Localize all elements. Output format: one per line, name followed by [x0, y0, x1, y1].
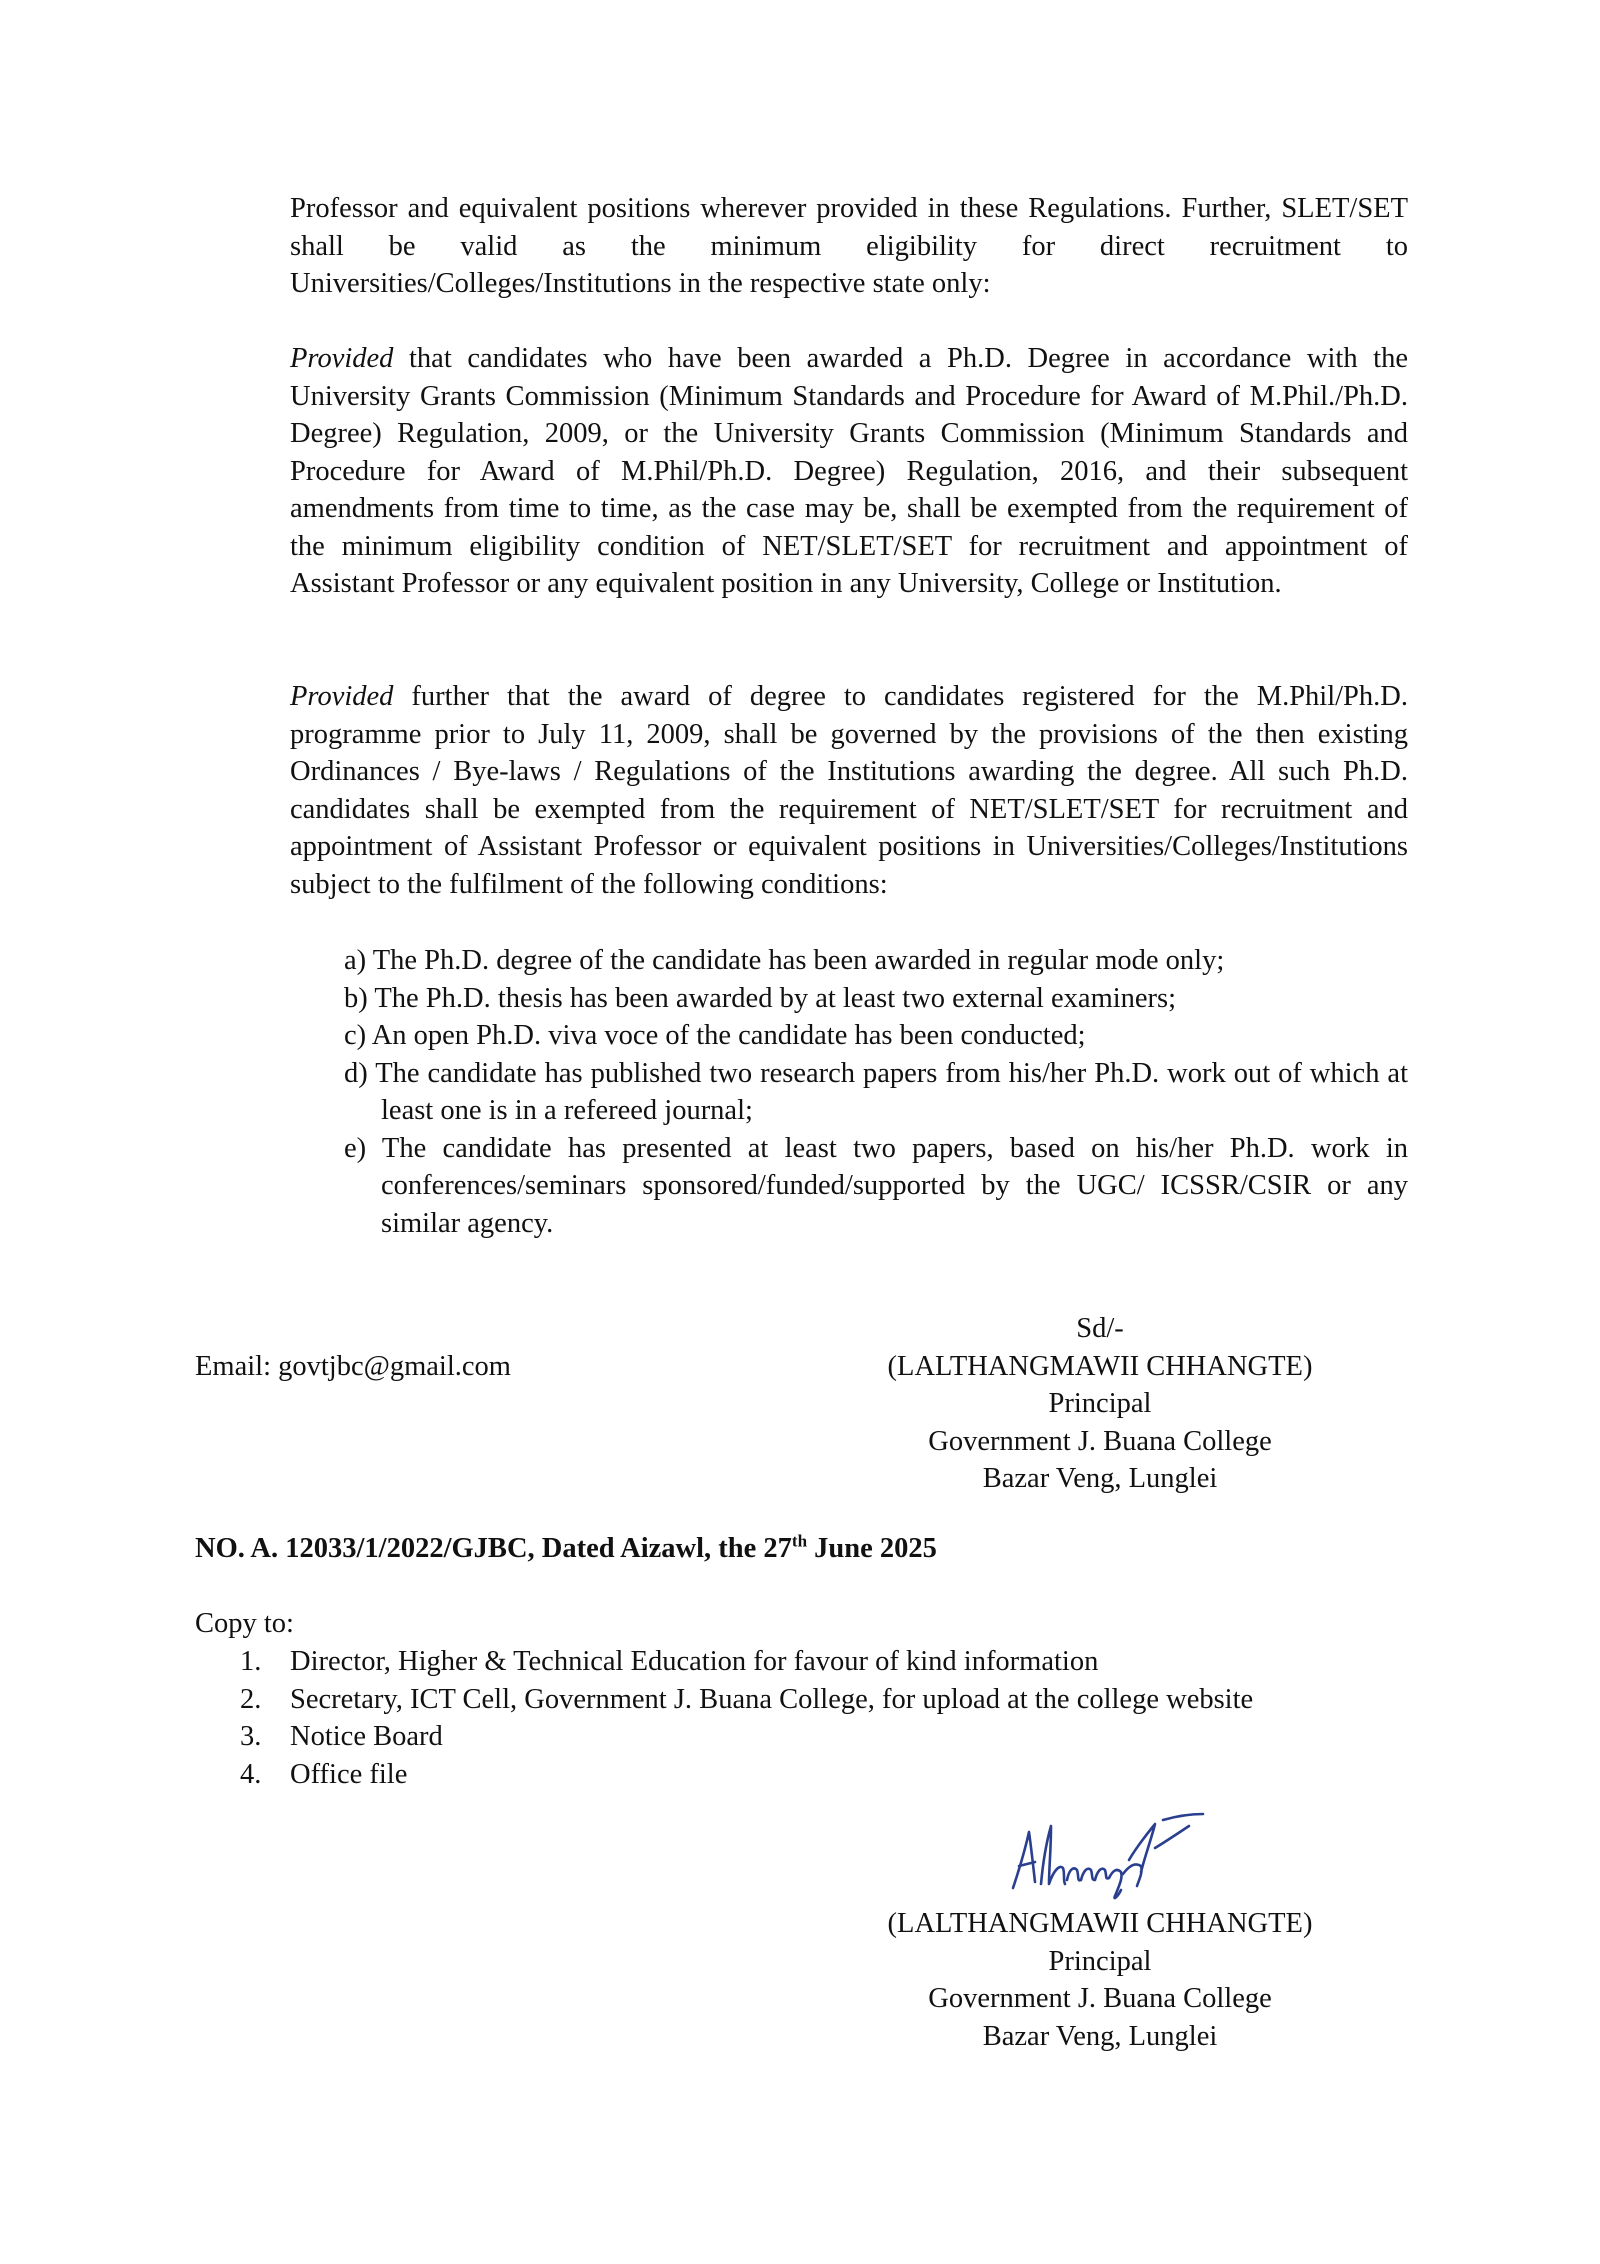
- condition-item: a) The Ph.D. degree of the candidate has been awarded in regular mode only;: [344, 945, 1225, 976]
- proviso-2-lead: Provided: [290, 681, 394, 712]
- signature-ink: [1013, 1814, 1203, 1898]
- signatory-institution: Government J. Buana College: [928, 1425, 1272, 1457]
- signatory-address: Bazar Veng, Lunglei: [982, 2020, 1218, 2052]
- reference-ordinal: th: [791, 1531, 808, 1551]
- paragraph-proviso-2: [290, 678, 1408, 903]
- signatory-institution: Government J. Buana College: [928, 1983, 1272, 2014]
- signatory-address: Bazar Veng, Lunglei: [982, 1463, 1218, 1494]
- copy-to-text: Office file: [290, 1758, 408, 1790]
- condition-item: b) The Ph.D. thesis has been awarded by at least two external examiners;: [344, 982, 1177, 1014]
- copy-to-number: 4.: [240, 1758, 262, 1790]
- copy-to-text: Notice Board: [290, 1721, 443, 1752]
- copy-to-label: Copy to:: [195, 1608, 294, 1639]
- signatory-name: (LALTHANGMAWII CHHANGTE): [887, 1908, 1313, 1939]
- condition-item: d) The candidate has published two research papers from his/her Ph.D. work out of which at least one is in a refereed journal;: [344, 1057, 1408, 1126]
- proviso-1-text: that candidates who have been awarded a Ph.D. Degree in accordance with the University Grants Commission (Minimum Standards and Procedure for Award of M.Phil./Ph.D. Degree) Regulation, 2009, or the University Grants Commission (Minimum Standards and Procedure for Award of M.Phil/Ph.D. Degree) Regulation, 2016, and their subsequent amendments from time to time, as the case may be, shall be exempted from the requirement of the minimum eligibility condition of NET/SLET/SET for recruitment and appointment of Assistant Professor or any equivalent position in any University, College or Institution.: [290, 343, 1408, 599]
- signatory-block-1: [760, 1310, 1440, 1498]
- copy-to-item: [240, 1643, 1253, 1681]
- reference-suffix: June 2025: [807, 1533, 937, 1564]
- copy-to-number: 2.: [240, 1683, 262, 1715]
- reference-number: [195, 1530, 937, 1568]
- handwritten-signature: [1005, 1810, 1215, 1905]
- signatory-designation: Principal: [1048, 1945, 1152, 1977]
- paragraph-eligibility-text: Professor and equivalent positions wherever provided in these Regulations. Further, SLET/SET shall be valid as the minimum eligibility for direct recruitment to Universities/Colleges/Institutions in the respective state only:: [290, 193, 1408, 299]
- paragraph-proviso-1: [290, 340, 1408, 603]
- reference-prefix: NO. A. 12033/1/2022/GJBC, Dated Aizawl, the 27: [195, 1533, 792, 1564]
- copy-to-text: Director, Higher & Technical Education for favour of kind information: [290, 1646, 1099, 1677]
- copy-to-item: [240, 1681, 1253, 1719]
- copy-to-list: [240, 1643, 1253, 1793]
- copy-to-number: 1.: [240, 1646, 262, 1677]
- contact-email: Email: govtjbc@gmail.com: [195, 1351, 511, 1382]
- copy-to-number: 3.: [240, 1721, 262, 1752]
- sd-mark: Sd/-: [1076, 1313, 1124, 1344]
- copy-to-item: [240, 1756, 1253, 1794]
- condition-item: e) The candidate has presented at least two papers, based on his/her Ph.D. work in conferences/seminars sponsored/funded/supported by the UGC/ ICSSR/CSIR or any similar agency.: [344, 1132, 1408, 1239]
- copy-to-text: Secretary, ICT Cell, Government J. Buana College, for upload at the college website: [290, 1683, 1254, 1715]
- signatory-name: (LALTHANGMAWII CHHANGTE): [887, 1350, 1313, 1382]
- proviso-1-lead: Provided: [290, 343, 394, 374]
- proviso-2-text: further that the award of degree to candidates registered for the M.Phil/Ph.D. programme prior to July 11, 2009, shall be governed by the provisions of the then existing Ordinances / Bye-laws / Regulations of the Institutions awarding the degree. All such Ph.D. candidates shall be exempted from the requirement of NET/SLET/SET for recruitment and appointment of Assistant Professor or equivalent positions in Universities/Colleges/Institutions subject to the fulfilment of the following conditions:: [290, 681, 1408, 900]
- conditions-list: [344, 942, 1408, 1242]
- signatory-block-2: [760, 1905, 1440, 2055]
- signatory-designation: Principal: [1048, 1388, 1152, 1419]
- paragraph-eligibility: [290, 190, 1408, 303]
- copy-to-item: [240, 1718, 1253, 1756]
- condition-item: c) An open Ph.D. viva voce of the candidate has been conducted;: [344, 1020, 1086, 1051]
